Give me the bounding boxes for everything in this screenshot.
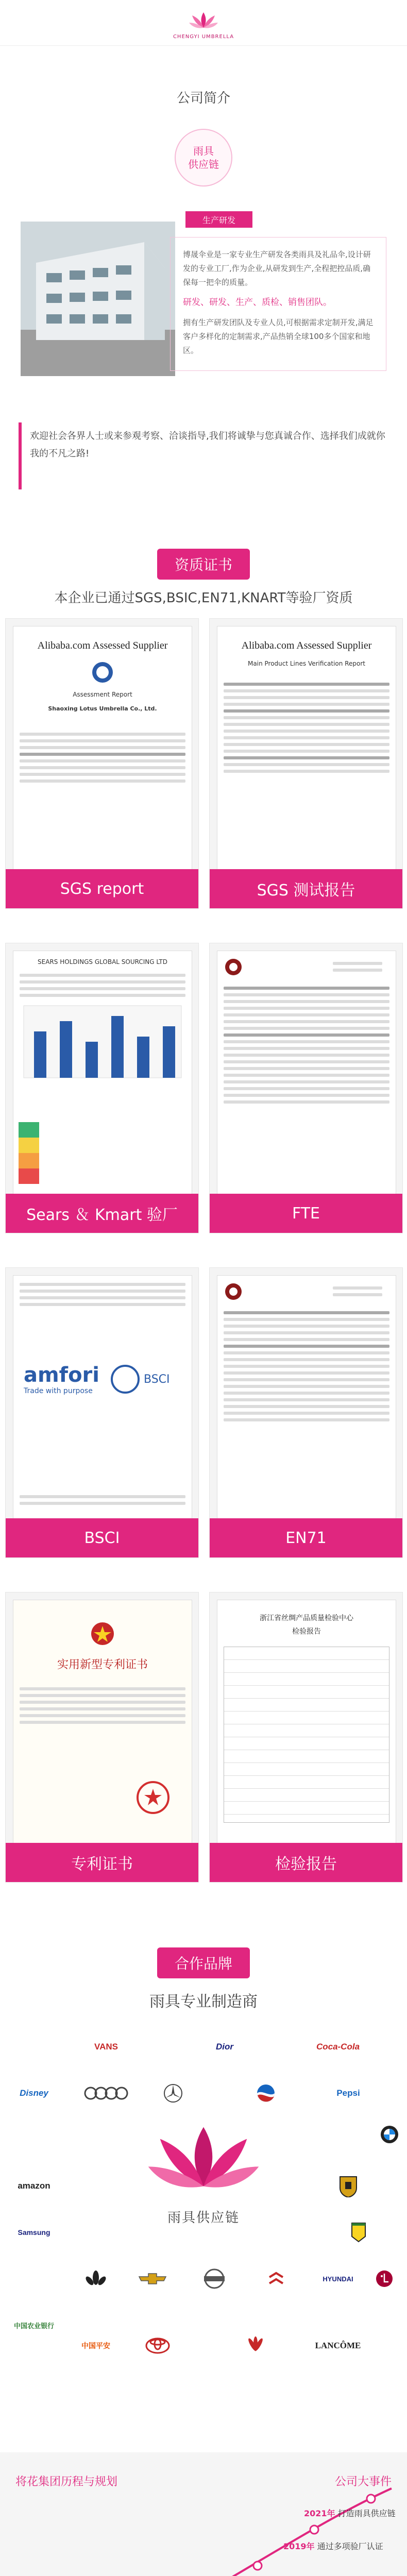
- cert-card-sgs-test: [209, 618, 403, 909]
- sgs-seal-icon: [91, 661, 114, 684]
- bmw-roundel-icon: [379, 2124, 400, 2145]
- amfori-logo-text: amfori: [24, 1363, 99, 1387]
- timeline-left-title: 将花集团历程与规划: [15, 2476, 118, 2488]
- badge-wrap: [0, 129, 407, 187]
- huawei-petals-icon: [244, 2336, 267, 2355]
- bsci-ring-icon: [110, 1364, 141, 1395]
- partners-button-wrap: [0, 1947, 407, 1978]
- cert-card-fte: [209, 943, 403, 1233]
- cert-document: [217, 1275, 396, 1519]
- adidas-trefoil-icon: [84, 2269, 107, 2288]
- porsche-crest-icon: [339, 2175, 358, 2197]
- section-title: 公司简介: [176, 91, 230, 106]
- nissan-badge-icon: [203, 2267, 226, 2290]
- partners-heading: 合作品牌: [157, 1947, 250, 1978]
- cert-document: [217, 1600, 396, 1844]
- pepsi-globe-icon: [256, 2083, 276, 2104]
- cert-doc-sub: Main Product Lines Verification Report: [248, 660, 365, 667]
- bureau-veritas-seal-icon: [225, 958, 242, 976]
- cert-doc-title: Alibaba.com Assessed Supplier: [37, 640, 168, 651]
- brand-logo: [247, 2267, 305, 2291]
- logo-text: CHENGYI UMBRELLA: [173, 34, 234, 40]
- partners-subtitle: 雨具专业制造商: [149, 1993, 258, 2011]
- inspection-title: 浙江省丝绸产品质量检验中心: [260, 1614, 353, 1622]
- cert-caption: 检验报告: [210, 1843, 402, 1882]
- cert-caption: EN71: [210, 1518, 402, 1557]
- closing-section: [0, 422, 407, 500]
- brand-logo: 中国农业银行: [13, 2321, 54, 2330]
- cert-document: [13, 951, 192, 1195]
- brand-logo: Samsung: [18, 2228, 50, 2236]
- intro-text-box: [170, 237, 386, 371]
- brand-logo: [355, 2267, 407, 2291]
- timeline-right-title: 公司大事件: [334, 2476, 392, 2488]
- section-title-wrap: [0, 88, 407, 107]
- chevrolet-bowtie-icon: [137, 2273, 168, 2285]
- brand-logo: [227, 2334, 284, 2358]
- brand-logo: [144, 2081, 202, 2105]
- cert-card-patent: [5, 1592, 199, 1883]
- cert-doc-company: Shaoxing Lotus Umbrella Co., Ltd.: [48, 705, 157, 712]
- lotus-logo-icon: [188, 10, 219, 31]
- patent-title: 实用新型专利证书: [57, 1658, 148, 1671]
- badge-line2: 供应链: [188, 158, 219, 171]
- brand-logo: Pepsi: [336, 2088, 360, 2098]
- citroen-chevron-icon: [267, 2270, 285, 2287]
- brand-logo: [237, 2081, 295, 2105]
- brand-logo: VANS: [94, 2042, 118, 2052]
- badge-line1: 雨具: [193, 145, 214, 157]
- cert-doc-sub: Assessment Report: [73, 691, 132, 698]
- bsci-logo-text: BSCI: [144, 1372, 170, 1386]
- brand-logo: [129, 2334, 186, 2358]
- cert-document: [217, 626, 396, 870]
- mercedes-star-icon: [163, 2083, 183, 2104]
- closing-text: 欢迎社会各界人士或来参观考察、洽谈指导,我们将诚挚与您真诚合作、选择我们成就你我的不凡之路!: [30, 431, 385, 460]
- intro-paragraph2: 拥有生产研发团队及专业人员,可根据需求定制开发,满足客户多样化的定制需求,产品热销全球100多个国家和地区。: [183, 317, 374, 355]
- cert-caption: SGS report: [6, 869, 198, 908]
- intro-section: [0, 201, 407, 407]
- factory-label: 生产研发: [185, 211, 252, 228]
- brand-logo: [330, 2221, 387, 2244]
- closing-accent-bar: [19, 422, 22, 489]
- cert-card-bsci: [5, 1267, 199, 1558]
- cert-caption: 专利证书: [6, 1843, 198, 1882]
- cert-caption: BSCI: [6, 1518, 198, 1557]
- header-logo: [0, 10, 407, 40]
- brand-logo: LANCÔME: [315, 2341, 361, 2350]
- timeline-section: [0, 2452, 407, 2576]
- ferrari-shield-icon: [351, 2222, 366, 2243]
- brand-logo: Dior: [216, 2042, 233, 2052]
- cert-caption: SGS 测试报告: [210, 869, 402, 908]
- brand-center-label: 雨具供应链: [167, 2210, 240, 2226]
- cert-caption: Sears ＆ Kmart 验厂: [6, 1194, 198, 1233]
- brand-logo: [361, 2123, 407, 2146]
- brand-logo: [124, 2267, 181, 2291]
- inspection-table: [224, 1647, 389, 1823]
- brand-logo: [77, 2081, 135, 2105]
- cert-card-en71: [209, 1267, 403, 1558]
- cert-card-inspection: [209, 1592, 403, 1883]
- cert-document: [13, 1275, 192, 1519]
- inspection-sub: 检验报告: [292, 1628, 321, 1636]
- cert-doc-title: SEARS HOLDINGS GLOBAL SOURCING LTD: [38, 958, 167, 965]
- lotus-logo-icon: [144, 2112, 263, 2205]
- factory-photo: [21, 222, 175, 376]
- cert-doc-title: Alibaba.com Assessed Supplier: [241, 640, 372, 651]
- intro-highlight: 研发、研发、生产、质检、销售团队。: [183, 297, 332, 308]
- lg-face-icon: [375, 2269, 394, 2288]
- cert-card-sgs-report: [5, 618, 199, 909]
- cert-document: [13, 1600, 192, 1844]
- intro-paragraph1: 博晟伞业是一家专业生产研发各类雨具及礼品伞,设计研发的专业工厂,作为企业,从研发到生产,全程把控品质,确保每一把伞的质量。: [183, 250, 371, 287]
- brand-logo: 中国平安: [81, 2342, 110, 2350]
- brand-logo: [67, 2267, 125, 2291]
- brand-cloud: [0, 2025, 407, 2385]
- certs-subtitle: 本企业已通过SGS,BSIC,EN71,KNART等验厂资质: [54, 590, 353, 606]
- brand-logo: Disney: [20, 2088, 48, 2098]
- timeline-event: 2021年 打造雨具供应链: [304, 2509, 396, 2518]
- factory-building-icon: [21, 222, 175, 376]
- audit-bar-chart-icon: [13, 1001, 192, 1083]
- brand-logo: [185, 2267, 243, 2291]
- brand-center-logo: [131, 2112, 276, 2246]
- cert-card-sears-kmart: [5, 943, 199, 1233]
- timeline-event: 2019年 通过多项验厂认证: [283, 2541, 383, 2551]
- red-stamp-icon: [135, 1780, 171, 1816]
- brand-logo: HYUNDAI: [323, 2275, 353, 2283]
- amfori-tagline: Trade with purpose: [24, 1387, 93, 1395]
- cert-document: [217, 951, 396, 1195]
- supply-chain-badge: [175, 129, 232, 187]
- national-emblem-icon: [90, 1621, 115, 1647]
- cert-document: [13, 626, 192, 870]
- brand-logo: [319, 2174, 377, 2198]
- cert-caption: FTE: [210, 1194, 402, 1233]
- bureau-veritas-seal-icon: [225, 1283, 242, 1300]
- audi-rings-icon: [83, 2086, 129, 2101]
- certs-button-wrap: [0, 549, 407, 580]
- certs-heading: 资质证书: [157, 549, 250, 580]
- divider: [0, 45, 407, 46]
- brand-logo: amazon: [18, 2181, 50, 2191]
- toyota-ovals-icon: [145, 2337, 171, 2354]
- brand-logo: Coca-Cola: [316, 2042, 360, 2052]
